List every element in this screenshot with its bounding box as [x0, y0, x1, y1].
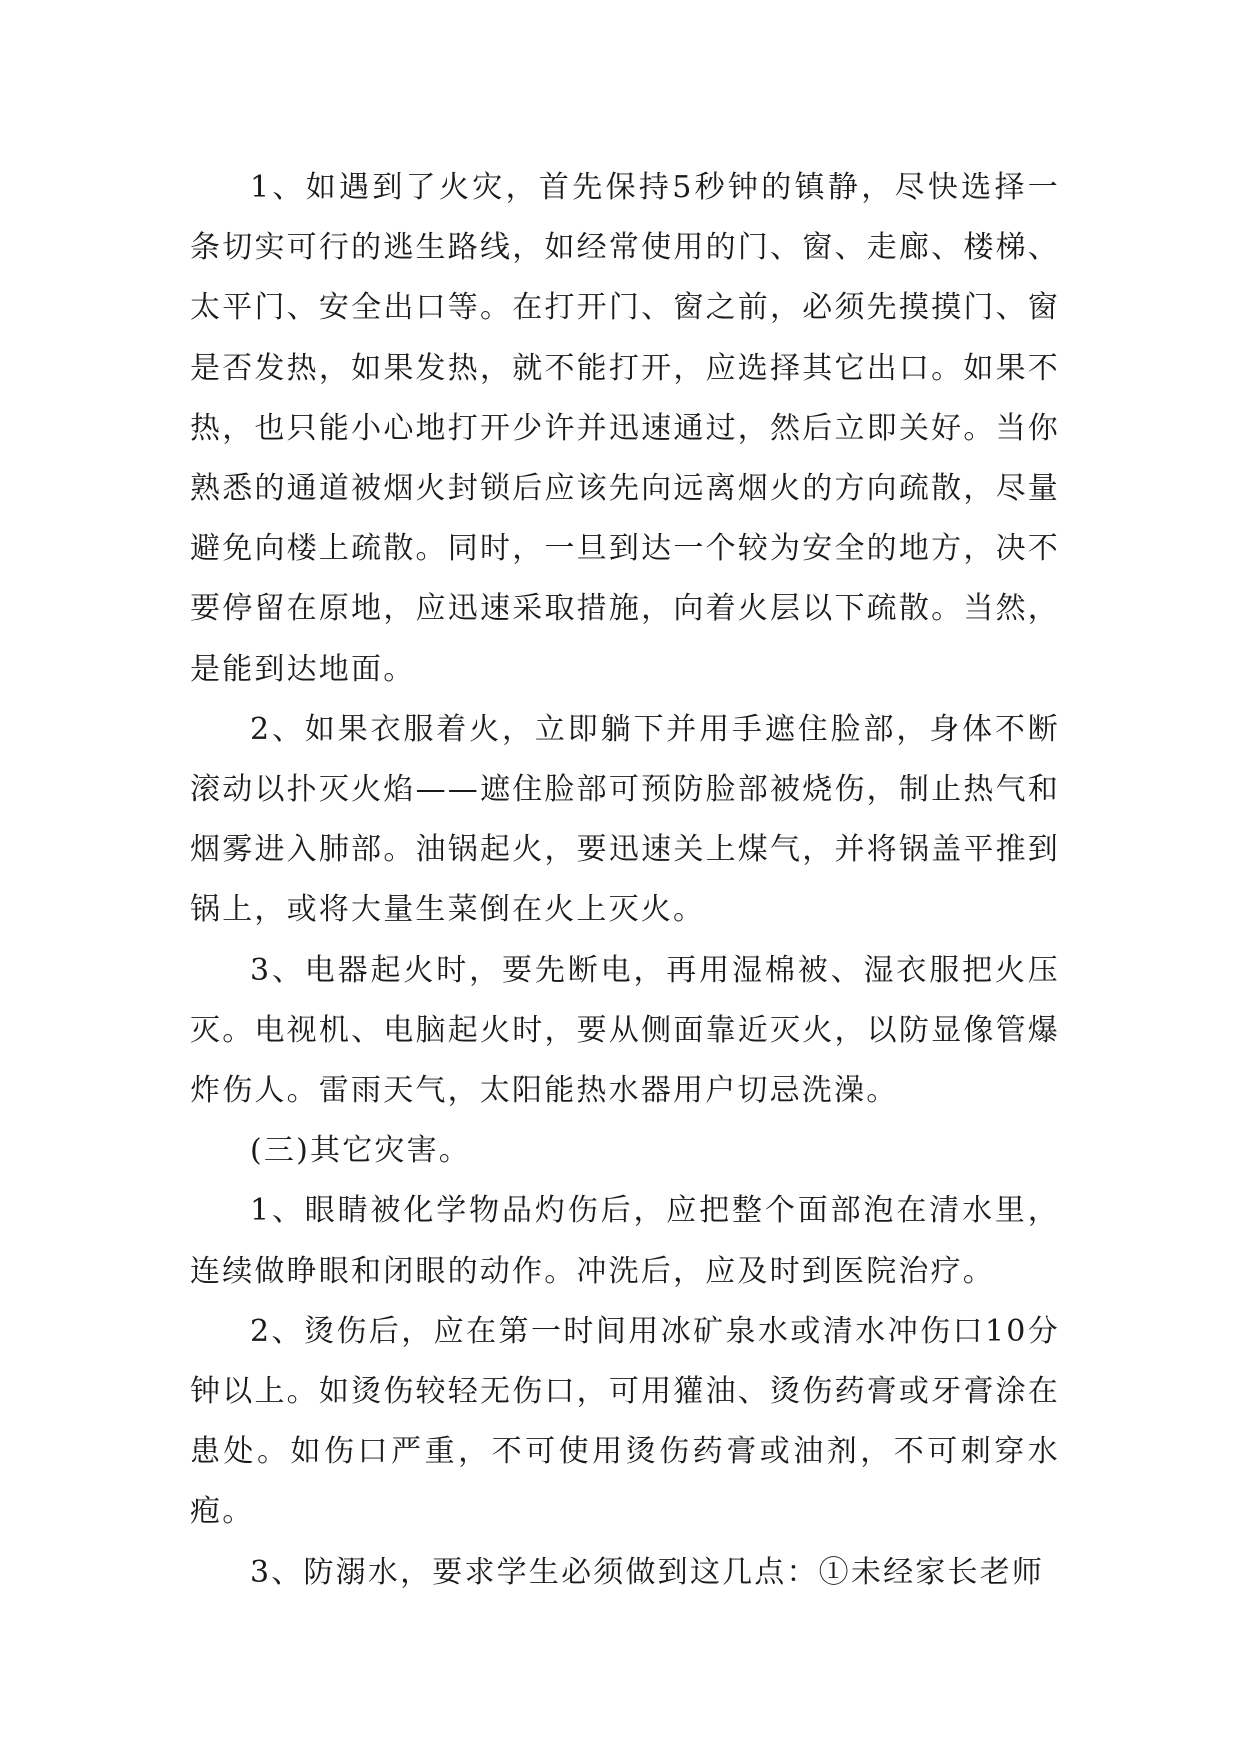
section-heading-other-disasters: (三)其它灾害。 — [250, 1133, 472, 1169]
paragraph-drowning: 3、防溺水，要求学生必须做到这几点：①未经家长老师 — [250, 1554, 1045, 1590]
paragraph-electrical-fire: 3、电器起火时，要先断电，再用湿棉被、湿衣服把火压灭。电视机、电脑起火时，要从侧面靠近灭火，以防显像管爆炸伤人。雷雨天气，太阳能热水器用户切忌洗澡。 — [190, 952, 1060, 1109]
paragraph-fire-escape: 1、如遇到了火灾，首先保持5秒钟的镇静，尽快选择一条切实可行的逃生路线，如经常使用的门、窗、走廊、楼梯、太平门、安全出口等。在打开门、窗之前，必须先摸摸门、窗是否发热，如果发热，就不能打开，应选择其它出口。如果不热，也只能小心地打开少许并迅速通过，然后立即关好。当你熟悉的通道被烟火封锁后应该先向远离烟火的方向疏散，尽量避免向楼上疏散。同时，一旦到达一个较为安全的地方，决不要停留在原地，应迅速采取措施，向着火层以下疏散。当然，是能到达地面。 — [190, 170, 1060, 687]
body-text — [190, 158, 1060, 1603]
paragraph-burns: 2、烫伤后，应在第一时间用冰矿泉水或清水冲伤口10分钟以上。如烫伤较轻无伤口，可用獾油、烫伤药膏或牙膏涂在患处。如伤口严重，不可使用烫伤药膏或油剂，不可刺穿水疱。 — [190, 1313, 1060, 1530]
paragraph-eye-injury: 1、眼睛被化学物品灼伤后，应把整个面部泡在清水里，连续做睁眼和闭眼的动作。冲洗后，应及时到医院治疗。 — [190, 1193, 1060, 1289]
paragraph-clothes-fire: 2、如果衣服着火，立即躺下并用手遮住脸部，身体不断滚动以扑灭火焰——遮住脸部可预防脸部被烧伤，制止热气和烟雾进入肺部。油锅起火，要迅速关上煤气，并将锅盖平推到锅上，或将大量生菜倒在火上灭火。 — [190, 711, 1060, 928]
